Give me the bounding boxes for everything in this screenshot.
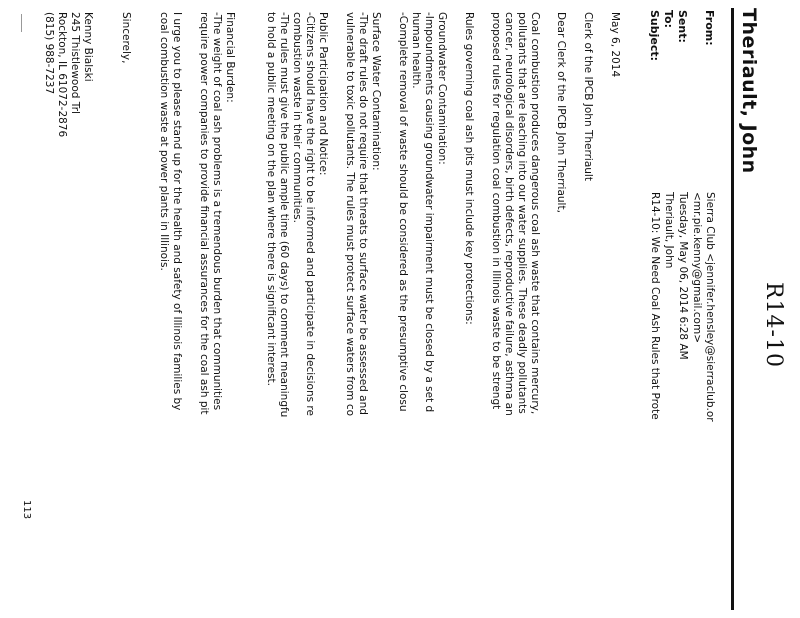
letter-recipient: Clerk of the IPCB John Therriault — [582, 12, 594, 181]
surface-line: -The draft rules do not require that threats to surface water be assessed and — [357, 12, 369, 415]
sent-label: Sent: — [676, 10, 689, 43]
signature-address: 245 Thistlewood Trl — [69, 12, 81, 114]
subject-value: R14-10: We Need Coal Ash Rules that Prote — [649, 192, 661, 420]
groundwater-line: human health. — [410, 12, 422, 89]
sent-value: Tuesday, May 06, 2014 6:28 AM — [677, 192, 689, 360]
public-line: to hold a public meeting on the plan where there is significant interest. — [265, 12, 277, 387]
financial-line: -The weight of coal ash problems is a tremendous burden that communities — [211, 12, 223, 411]
surface-heading: Surface Water Contamination: — [370, 12, 382, 171]
from-value: Sierra Club <jennifer.hensley@sierraclub.or — [704, 192, 716, 422]
header-rule — [731, 8, 734, 610]
public-line: -Citizens should have the right to be informed and participate in decisions re — [304, 12, 316, 416]
financial-heading: Financial Burden: — [224, 12, 236, 103]
intro-line: Coal combustion produces dangerous coal ash waste that contains mercury, — [529, 12, 541, 415]
public-line: -The rules must give the public ample time (60 days) to comment meaningfu — [278, 12, 290, 418]
from-label: From: — [703, 10, 716, 46]
groundwater-line: -Impoundments causing groundwater impairment must be closed by a set d — [423, 12, 435, 413]
closing: Sincerely, — [120, 12, 132, 64]
sender-header-name: Theriault, John — [738, 8, 760, 174]
financial-line: require power companies to provide financial assurances for the coal ash pit — [198, 12, 210, 415]
groundwater-heading: Groundwater Contamination: — [436, 12, 448, 165]
urge-line: coal combustion waste at power plants in Illinois. — [158, 12, 170, 271]
groundwater-line: -Complete removal of waste should be considered as the presumptive closu — [397, 12, 409, 412]
intro-line: cancer, neurological disorders, birth defects, reproductive failure, asthma an — [503, 12, 515, 416]
public-heading: Public Participation and Notice: — [317, 12, 329, 176]
page-number: 113 — [21, 500, 32, 520]
surface-line: vulnerable to toxic pollutants. The rules must protect surface waters from co — [344, 12, 356, 417]
urge-line: I urge you to please stand up for the health and safety of Illinois families by — [171, 12, 183, 411]
to-value: Theriault, John — [663, 192, 675, 269]
scan-mark — [21, 14, 22, 32]
letter-date: May 6, 2014 — [609, 12, 621, 78]
from-value-2: <mr.pie.kenny@gmail.com> — [691, 192, 703, 344]
signature-name: Kenny Bialski — [82, 12, 94, 82]
rules-line: Rules governing coal ash pits must include key protections: — [463, 12, 475, 325]
docket-number: R14-10 — [761, 282, 786, 368]
intro-line: pollutants that are leaching into our water supplies. These deadly pollutants — [516, 12, 528, 414]
intro-line: proposed rules for regulation coal combustion in Illinois waste to be strengt — [490, 12, 502, 410]
public-line: combustion waste in their communities. — [291, 12, 303, 223]
to-label: To: — [662, 10, 675, 28]
signature-city: Rockton, IL 61072-2876 — [56, 12, 68, 138]
signature-phone: (815) 988-7237 — [43, 12, 55, 95]
subject-label: Subject: — [648, 10, 661, 62]
letter-salutation: Dear Clerk of the IPCB John Therriault, — [555, 12, 567, 213]
